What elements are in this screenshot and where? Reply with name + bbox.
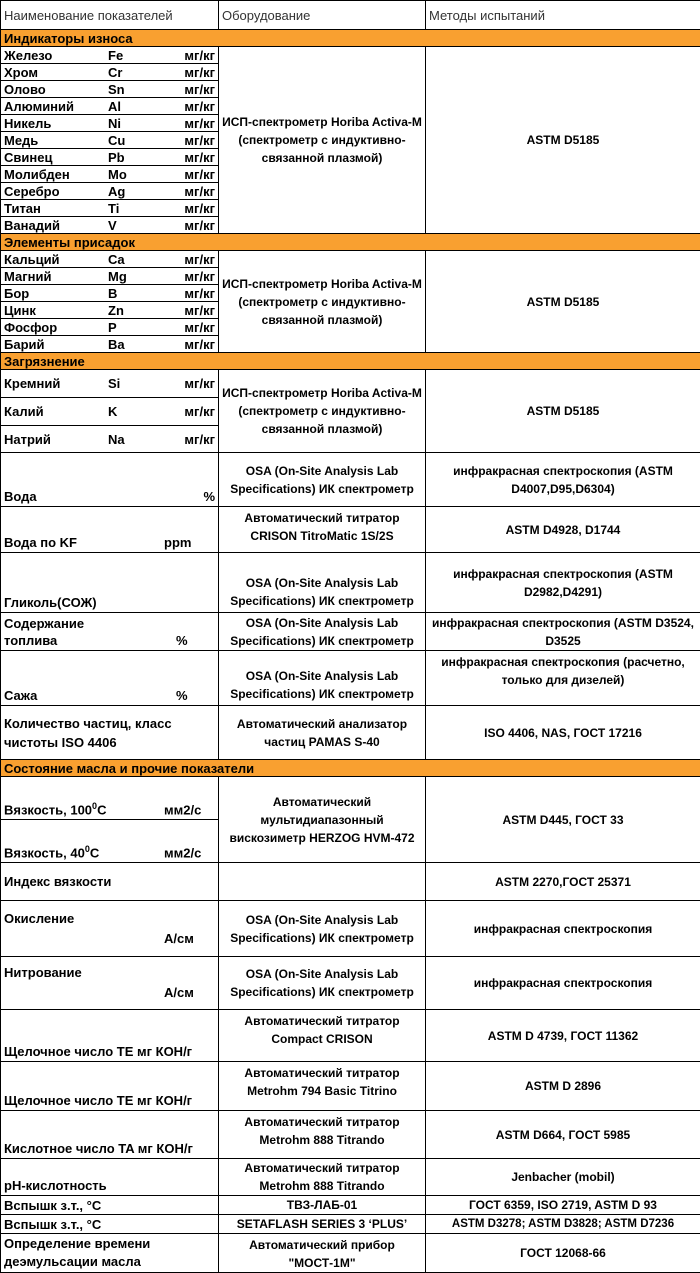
method-cell: ASTM D445, ГОСТ 33 — [426, 777, 700, 863]
parameter-cell: Ванадий V мг/кг — [1, 217, 219, 234]
parameter-cell: Цинк Zn мг/кг — [1, 302, 219, 319]
parameter-cell: Определение времени деэмульсации масла — [1, 1234, 219, 1273]
table-row — [1, 1111, 700, 1159]
section-additives — [1, 234, 700, 251]
parameter-cell: Окисление А/см — [1, 901, 219, 957]
table-row — [1, 370, 700, 398]
equipment-cell: Автоматический титратор Metrohm 794 Basic Titrino — [219, 1062, 426, 1111]
parameter-cell: Индекс вязкости — [1, 863, 219, 901]
equipment-cell: OSA (On-Site Analysis Lab Specifications) ИК спектрометр — [219, 651, 426, 706]
equipment-cell: OSA (On-Site Analysis Lab Specifications) ИК спектрометр — [219, 613, 426, 651]
equipment-cell: Автоматический титратор CRISON TitroMatic 1S/2S — [219, 507, 426, 553]
method-cell: инфракрасная спектроскопия (ASTM D3524, D3525 — [426, 613, 700, 651]
equipment-cell: Автоматический титратор Metrohm 888 Titrando — [219, 1111, 426, 1159]
table-row — [1, 706, 700, 760]
table-row — [1, 777, 700, 820]
parameter-cell: Кремний Si мг/кг — [1, 370, 219, 398]
method-cell: ISO 4406, NAS, ГОСТ 17216 — [426, 706, 700, 760]
table-row — [1, 1010, 700, 1062]
method-cell: ASTM D5185 — [426, 47, 700, 234]
method-cell: ГОСТ 12068-66 — [426, 1234, 700, 1273]
parameter-cell: Вспышк з.т., °С — [1, 1215, 219, 1234]
header-equipment: Оборудование — [219, 1, 426, 30]
equipment-cell: Автоматический прибор "МОСТ-1М" — [219, 1234, 426, 1273]
parameter-cell: Вязкость, $100^0C$ мм2/с — [1, 777, 219, 820]
equipment-cell: ТВЗ-ЛАБ-01 — [219, 1196, 426, 1215]
method-cell: ASTM D664, ГОСТ 5985 — [426, 1111, 700, 1159]
equipment-cell — [219, 863, 426, 901]
section-title: Состояние масла и прочие показатели — [1, 760, 700, 777]
table-row — [1, 863, 700, 901]
section-oil-state — [1, 760, 700, 777]
method-cell: инфракрасная спектроскопия — [426, 957, 700, 1010]
parameter-cell: Магний Mg мг/кг — [1, 268, 219, 285]
equipment-cell: Автоматический титратор Metrohm 888 Titrando — [219, 1159, 426, 1196]
header-methods: Методы испытаний — [426, 1, 700, 30]
equipment-cell: SETAFLASH SERIES 3 ‘PLUS’ — [219, 1215, 426, 1234]
parameter-cell: Натрий Na мг/кг — [1, 426, 219, 453]
parameter-cell: Железо Fe мг/кг — [1, 47, 219, 64]
parameter-cell: Кальций Ca мг/кг — [1, 251, 219, 268]
parameter-cell: Барий Ba мг/кг — [1, 336, 219, 353]
table-row — [1, 901, 700, 957]
method-cell: инфракрасная спектроскопия — [426, 901, 700, 957]
method-cell: ASTM D3278; ASTM D3828; ASTM D7236 — [426, 1215, 700, 1234]
parameter-cell: Хром Cr мг/кг — [1, 64, 219, 81]
parameter-cell: Никель Ni мг/кг — [1, 115, 219, 132]
parameter-cell: Вспышк з.т., °С — [1, 1196, 219, 1215]
section-title: Элементы присадок — [1, 234, 700, 251]
equipment-cell: Автоматический анализатор частиц PAMAS S-40 — [219, 706, 426, 760]
parameter-cell: Калий K мг/кг — [1, 398, 219, 426]
method-cell: Jenbacher (mobil) — [426, 1159, 700, 1196]
table-header-row — [1, 1, 700, 30]
equipment-cell: OSA (On-Site Analysis Lab Specifications) ИК спектрометр — [219, 957, 426, 1010]
parameter-cell: Молибден Mo мг/кг — [1, 166, 219, 183]
method-cell: инфракрасная спектроскопия (ASTM D4007,D95,D6304) — [426, 453, 700, 507]
parameter-cell: Нитрование А/см — [1, 957, 219, 1010]
equipment-cell: ИСП-спектрометр Horiba Activa-M (спектрометр с индуктивно-связанной плазмой) — [219, 47, 426, 234]
section-title: Индикаторы износа — [1, 30, 700, 47]
table-row — [1, 1062, 700, 1111]
equipment-cell: Автоматический мультидиапазонный вискозиметр HERZOG HVM-472 — [219, 777, 426, 863]
parameter-cell: Количество частиц, класс чистоты ISO 4406 — [1, 706, 219, 760]
parameter-cell: Титан Ti мг/кг — [1, 200, 219, 217]
table-row — [1, 47, 700, 64]
table-row — [1, 1159, 700, 1196]
section-contamination — [1, 353, 700, 370]
table-row — [1, 453, 700, 507]
equipment-cell: OSA (On-Site Analysis Lab Specifications) ИК спектрометр — [219, 553, 426, 613]
method-cell: ASTM D5185 — [426, 251, 700, 353]
table-row — [1, 1196, 700, 1215]
equipment-cell: OSA (On-Site Analysis Lab Specifications) ИК спектрометр — [219, 901, 426, 957]
equipment-cell: OSA (On-Site Analysis Lab Specifications) ИК спектрометр — [219, 453, 426, 507]
parameter-cell: Вязкость, $40^0C$ мм2/с — [1, 820, 219, 863]
table-row — [1, 613, 700, 651]
method-cell: инфракрасная спектроскопия (ASTM D2982,D4291) — [426, 553, 700, 613]
method-cell: ASTM 2270,ГОСТ 25371 — [426, 863, 700, 901]
parameter-cell: Свинец Pb мг/кг — [1, 149, 219, 166]
method-cell: инфракрасная спектроскопия (расчетно, только для дизелей) — [426, 651, 700, 706]
method-cell: ASTM D 2896 — [426, 1062, 700, 1111]
table-row — [1, 251, 700, 268]
parameter-cell: Фосфор P мг/кг — [1, 319, 219, 336]
parameter-cell: Содержание топлива % — [1, 613, 219, 651]
table-row — [1, 1234, 700, 1273]
parameter-cell: pH-кислотность — [1, 1159, 219, 1196]
parameter-cell: Медь Cu мг/кг — [1, 132, 219, 149]
section-wear-indicators — [1, 30, 700, 47]
table-row — [1, 1215, 700, 1234]
table-row — [1, 651, 700, 706]
parameter-cell: Алюминий Al мг/кг — [1, 98, 219, 115]
parameter-cell: Бор B мг/кг — [1, 285, 219, 302]
header-parameters: Наименование показателей — [1, 1, 219, 30]
parameter-cell: Вода по KF ppm — [1, 507, 219, 553]
method-cell: ГОСТ 6359, ISO 2719, ASTM D 93 — [426, 1196, 700, 1215]
equipment-cell: ИСП-спектрометр Horiba Activa-M (спектрометр с индуктивно-связанной плазмой) — [219, 251, 426, 353]
parameter-cell: Олово Sn мг/кг — [1, 81, 219, 98]
parameter-cell: Вода % — [1, 453, 219, 507]
section-title: Загрязнение — [1, 353, 700, 370]
parameter-cell: Щелочное число TE мг КОН/г — [1, 1010, 219, 1062]
parameter-cell: Щелочное число TE мг КОН/г — [1, 1062, 219, 1111]
equipment-cell: ИСП-спектрометр Horiba Activa-M (спектрометр с индуктивно-связанной плазмой) — [219, 370, 426, 453]
table-row — [1, 507, 700, 553]
parameter-cell: Гликоль(СОЖ) — [1, 553, 219, 613]
table-row — [1, 553, 700, 613]
parameter-cell: Кислотное число TA мг КОН/г — [1, 1111, 219, 1159]
table-row — [1, 957, 700, 1010]
parameter-cell: Сажа % — [1, 651, 219, 706]
method-cell: ASTM D4928, D1744 — [426, 507, 700, 553]
method-cell: ASTM D 4739, ГОСТ 11362 — [426, 1010, 700, 1062]
equipment-cell: Автоматический титратор Compact CRISON — [219, 1010, 426, 1062]
parameter-cell: Серебро Ag мг/кг — [1, 183, 219, 200]
method-cell: ASTM D5185 — [426, 370, 700, 453]
